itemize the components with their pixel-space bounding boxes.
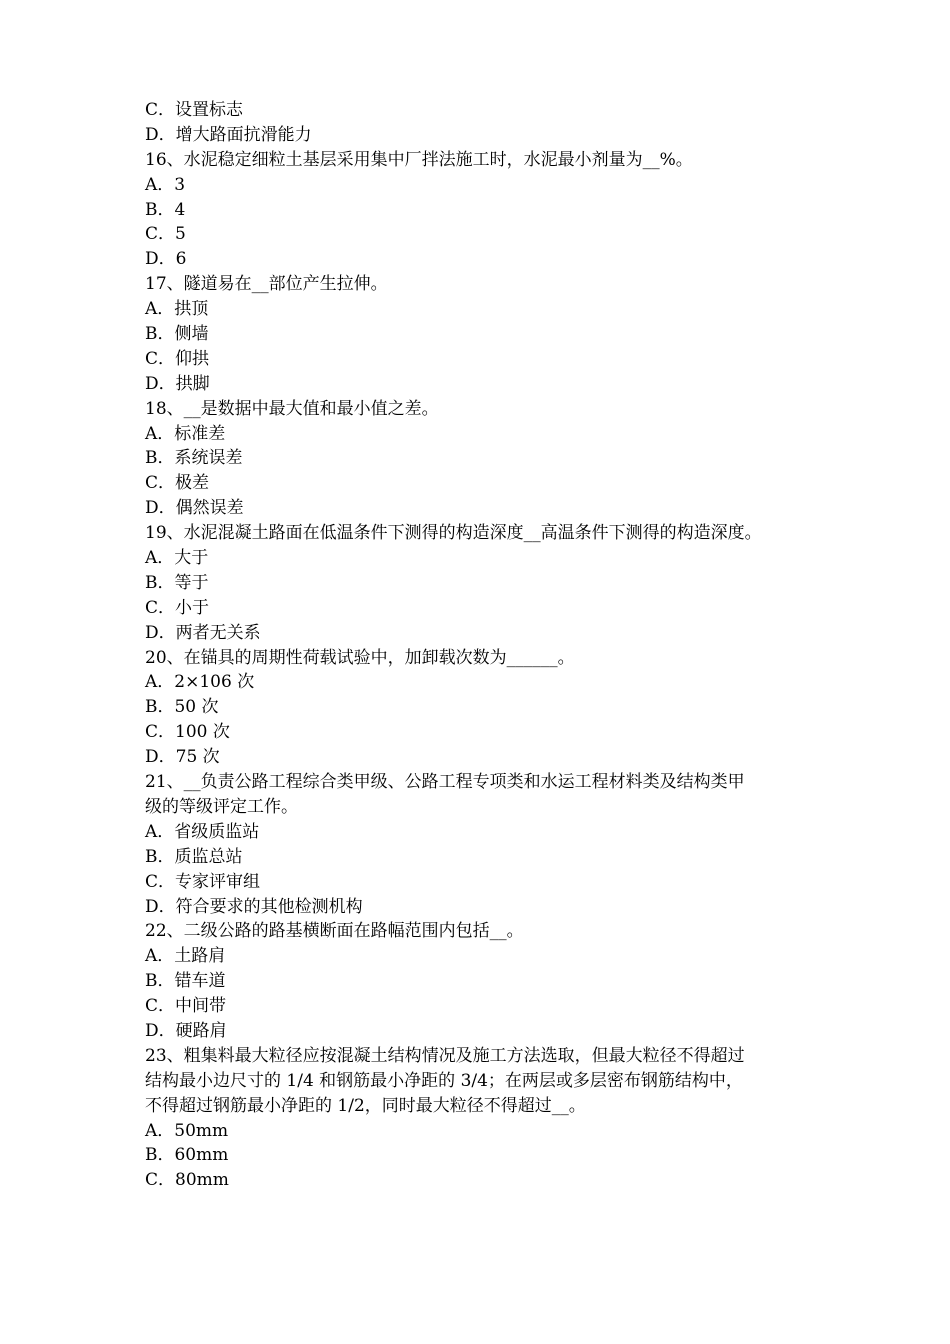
option-d-q16: D．6 <box>145 249 187 270</box>
option-b-q20: B．50 次 <box>145 697 219 718</box>
option-d-q21: D．符合要求的其他检测机构 <box>145 896 363 917</box>
option-c-q15: C．设置标志 <box>145 100 244 120</box>
question-21-line-1: 21、__负责公路工程综合类甲级、公路工程专项类和水运工程材料类及结构类甲 <box>145 772 745 793</box>
option-a-q17: A．拱顶 <box>145 299 209 320</box>
option-b-q19: B．等于 <box>145 572 209 593</box>
option-c-q22: C．中间带 <box>145 996 227 1017</box>
option-a-q18: A．标准差 <box>145 423 226 444</box>
question-23-line-3: 不得超过钢筋最小净距的 1/2，同时最大粒径不得超过__。 <box>145 1095 586 1116</box>
option-b-q22: B．错车道 <box>145 971 226 992</box>
option-c-q19: C．小于 <box>145 597 210 618</box>
option-b-q16: B．4 <box>145 199 186 220</box>
option-a-q20: A．2×106 次 <box>145 672 255 693</box>
option-b-q17: B．侧墙 <box>145 324 209 345</box>
option-b-q18: B．系统误差 <box>145 448 243 469</box>
option-d-q17: D．拱脚 <box>145 373 210 394</box>
option-c-q16: C．5 <box>145 224 186 245</box>
option-a-q19: A．大于 <box>145 548 209 569</box>
option-a-q16: A．3 <box>145 174 186 195</box>
question-17: 17、隧道易在__部位产生拉伸。 <box>145 274 388 295</box>
option-a-q23: A．50mm <box>145 1120 229 1141</box>
question-22: 22、二级公路的路基横断面在路幅范围内包括__。 <box>145 921 524 942</box>
option-a-q21: A．省级质监站 <box>145 821 260 842</box>
document-content <box>145 98 815 1193</box>
option-c-q20: C．100 次 <box>145 722 230 743</box>
question-23-line-2: 结构最小边尺寸的 1/4 和钢筋最小净距的 3/4；在两层或多层密布钢筋结构中， <box>145 1070 743 1091</box>
option-c-q18: C．极差 <box>145 473 210 494</box>
option-c-q17: C．仰拱 <box>145 348 210 369</box>
question-21-line-2: 级的等级评定工作。 <box>145 796 298 817</box>
option-a-q22: A．土路肩 <box>145 946 226 967</box>
option-d-q20: D．75 次 <box>145 747 220 768</box>
question-20: 20、在锚具的周期性荷载试验中，加卸载次数为______。 <box>145 647 575 668</box>
question-16: 16、水泥稳定细粒土基层采用集中厂拌法施工时，水泥最小剂量为__%。 <box>145 149 693 170</box>
option-b-q23: B．60mm <box>145 1145 229 1166</box>
option-c-q23: C．80mm <box>145 1170 229 1191</box>
question-19: 19、水泥混凝土路面在低温条件下测得的构造深度__高温条件下测得的构造深度。 <box>145 523 762 544</box>
option-d-q19: D．两者无关系 <box>145 622 261 643</box>
option-d-q15: D．增大路面抗滑能力 <box>145 124 312 145</box>
option-d-q22: D．硬路肩 <box>145 1020 227 1041</box>
option-d-q18: D．偶然误差 <box>145 498 244 519</box>
option-c-q21: C．专家评审组 <box>145 871 261 892</box>
question-23-line-1: 23、粗集料最大粒径应按混凝土结构情况及施工方法选取，但最大粒径不得超过 <box>145 1045 745 1066</box>
option-b-q21: B．质监总站 <box>145 846 243 867</box>
question-18: 18、__是数据中最大值和最小值之差。 <box>145 398 439 419</box>
